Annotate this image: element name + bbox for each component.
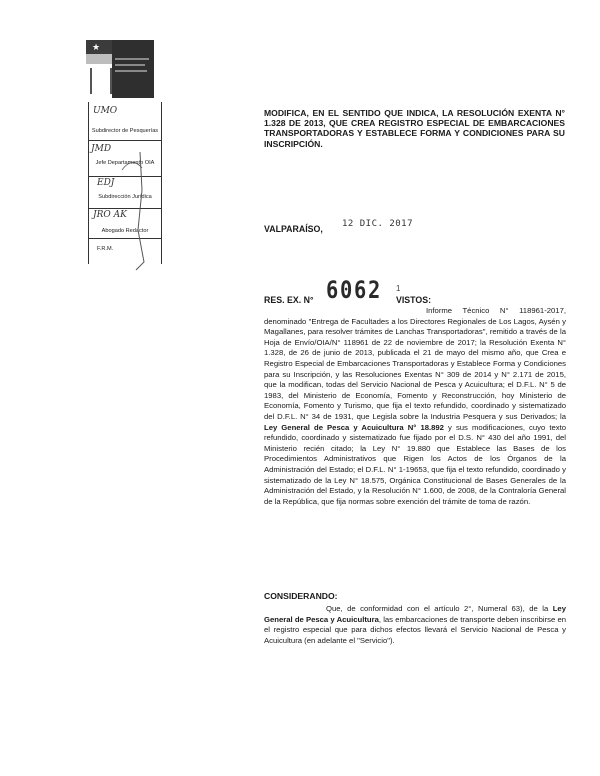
resolution-label: RES. EX. N° <box>264 295 314 305</box>
resolution-number: 6062 <box>326 276 382 304</box>
resolution-mark: 1 <box>396 284 401 293</box>
vistos-text-part: Informe Técnico N° 118961-2017, denominado "Entrega de Facultades a los Directores Regionales de Los Lagos, Aysén y Magallanes, para resolver trámites de Lanchas Transportadoras", remitido a través de la Hoja de Envío/OIA/N° 118961 de 22 de noviembre de 2017; la Resolución Exenta N° 1.328, de 26 de junio de 2013, publicada el 21 de mayo del mismo año, que Crea e Registro Especial de Embarcaciones Transportadoras y Establece Forma y Condiciones para su Inscripción, y las Resoluciones Exentas N° 309 de 2014 y N° 2.171 de 2015, que la modifican, todas del Servicio Nacional de Pesca y Acuicultura; el D.F.L. N° 5 de 1983, del Ministerio de Economía, Fomento y Reconstrucción, hoy Ministerio de Economía, Fomento y Turismo, que fija el texto refundido, coordinado y sistematizado del D.F.L. N° 34 de 1931, que Legisla sobre la Industria Pesquera y sus Derivados; la <box>264 306 566 421</box>
ministry-logo <box>80 34 156 98</box>
visa-row-label: Jefe Departamento OIA <box>95 160 155 166</box>
considerando-label: CONSIDERANDO: <box>264 591 338 601</box>
signature-stroke <box>118 150 158 274</box>
document-title: MODIFICA, EN EL SENTIDO QUE INDICA, LA RESOLUCIÓN EXENTA N° 1.328 DE 2013, QUE CREA REGISTRO ESPECIAL DE EMBARCACIONES TRANSPORTADORAS Y ESTABLECE FORMA Y CONDICIONES PARA SU INSCRIPCIÓN. <box>264 108 565 149</box>
visa-row-label: Abogado Redactor <box>101 228 149 234</box>
law-reference: Ley General de Pesca y Acuicultura N° 18.892 <box>264 422 444 432</box>
vistos-text <box>264 306 566 507</box>
handwritten-initials: JMD <box>91 144 112 154</box>
considerando-paragraph <box>264 604 566 646</box>
flag-red-field <box>86 54 112 64</box>
logo-org-bar <box>112 40 154 98</box>
logo-pedestal <box>90 68 112 94</box>
handwritten-initials: JRO AK <box>93 210 127 220</box>
date-stamp: 12 DIC. 2017 <box>342 219 414 229</box>
visa-row <box>89 102 161 141</box>
considerando-text-part: , las embarcaciones de transporte deben inscribirse en el registro especial que para dichos efectos llevará el Servicio Nacional de Pesca y Acuicultura (en adelante el "Servicio"). <box>264 614 566 645</box>
visa-row-label: F.R.M. <box>97 246 114 252</box>
handwritten-initials: UMO <box>93 106 118 116</box>
law-reference: Ley General de Pesca y Acuicultura <box>264 604 566 624</box>
visa-row-label: Subdirector de Pesquerías <box>91 128 159 134</box>
handwritten-initials: EDJ <box>97 178 115 188</box>
visa-row-label: Subdirección Jurídica <box>98 194 152 200</box>
vistos-text-part: y sus modificaciones, cuyo texto refundido, coordinado y sistematizado fue fijado por el D.S. N° 430 del año 1991, del Ministerio recién citado; la Ley N° 19.880 que Establece las Bases de los Procedimientos Administrativos que Rigen los Actos de los Órganos de la Administración del Estado; el D.F.L. N° 1-19653, que fija el texto refundido, coordinado y sistematizado de la Ley N° 18.575, Orgánica Constitucional de Bases Generales de la Administración del Estado, y la Resolución N° 1.600, de 2008, de la Contraloría General de la República, que fija normas sobre exención del trámite de toma de razón. <box>264 422 566 506</box>
considerando-text-part: Que, de conformidad con el artículo 2°, Numeral 63), de la <box>326 604 549 613</box>
flag-star-icon: ★ <box>91 42 101 52</box>
vistos-label: VISTOS: <box>396 295 432 305</box>
city-label: VALPARAÍSO, <box>264 224 323 234</box>
